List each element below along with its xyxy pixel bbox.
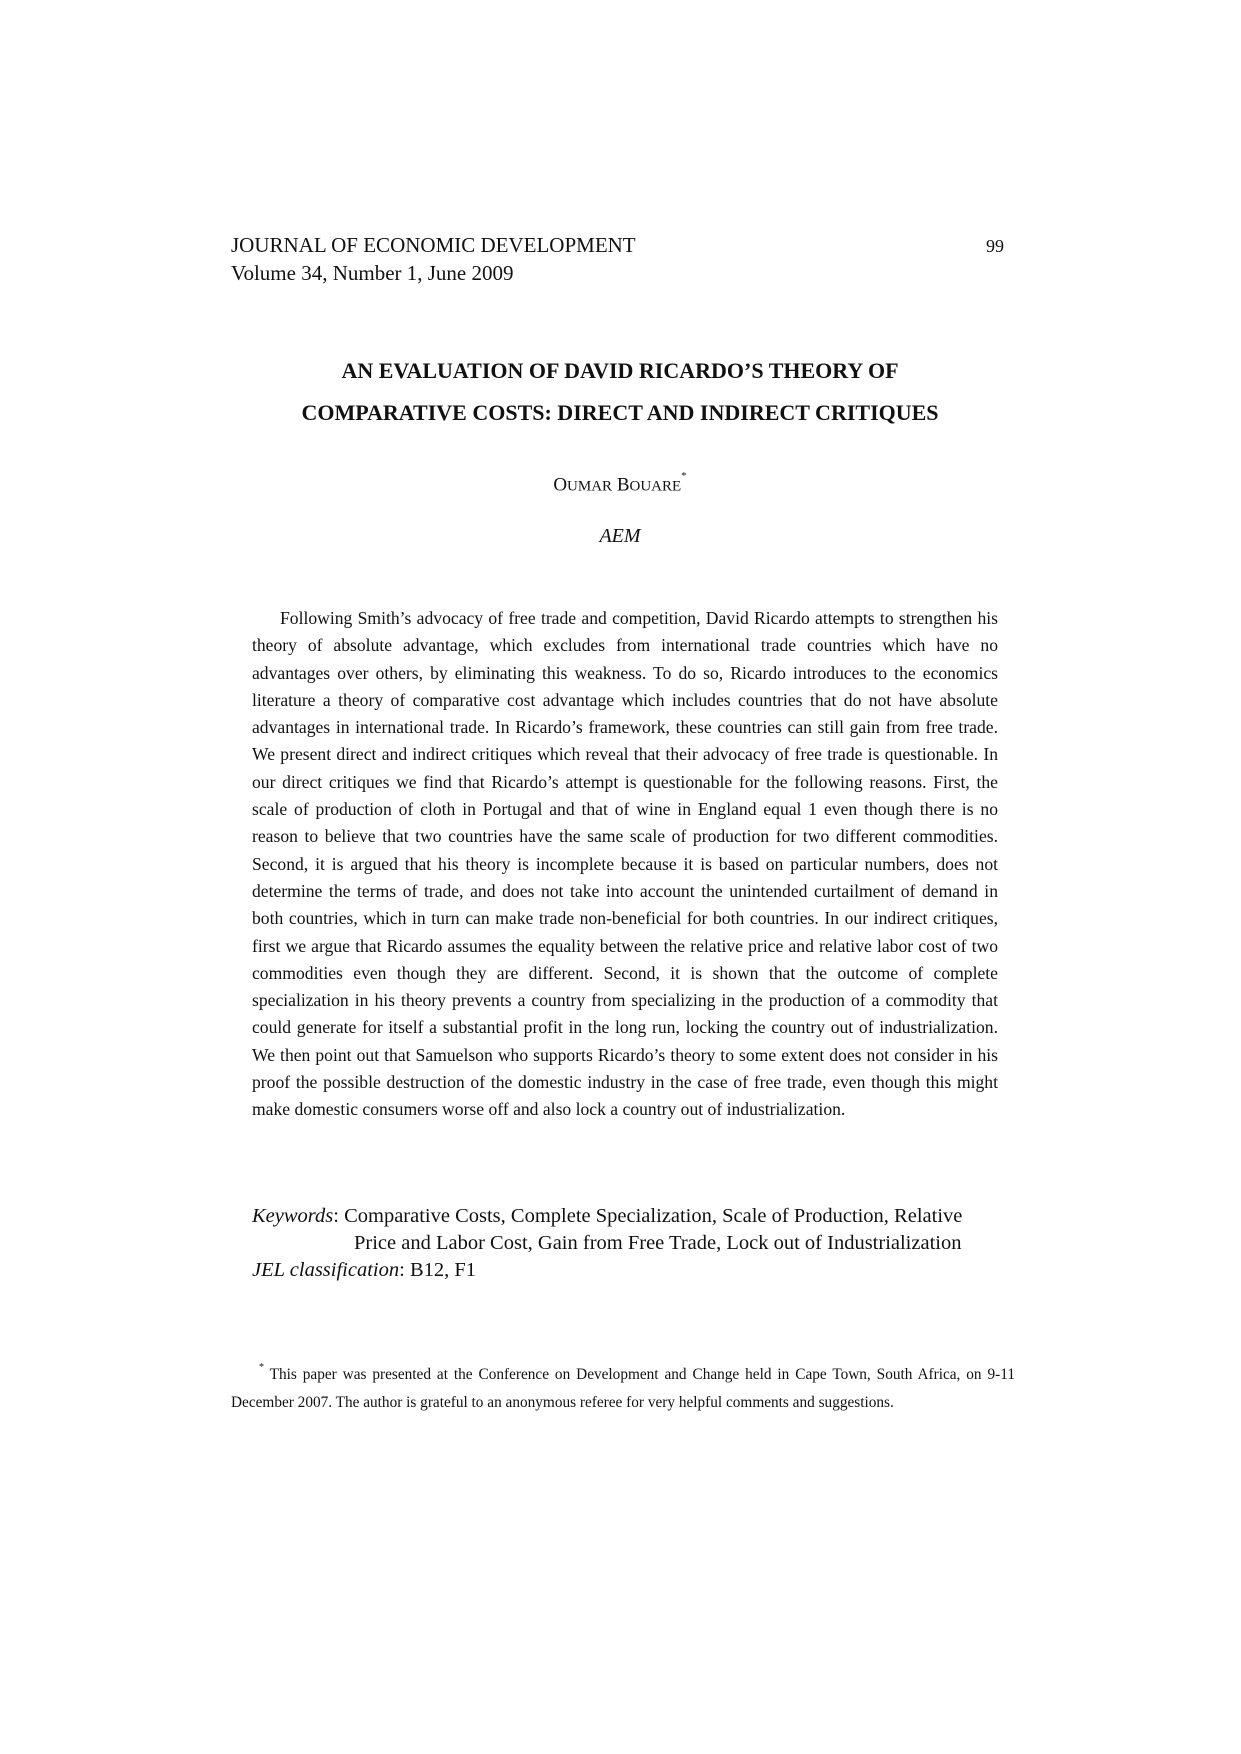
footnote [231, 1357, 1015, 1416]
jel-classification: JEL classification: B12, F1 [252, 1259, 477, 1281]
keywords-line-2: Price and Labor Cost, Gain from Free Trade, Lock out of Industrialization [354, 1232, 962, 1254]
paper-title-line-1: AN EVALUATION OF DAVID RICARDO’S THEORY OF [341, 358, 899, 383]
author-first-initial: O [553, 474, 568, 496]
journal-volume: Volume 34, Number 1, June 2009 [231, 261, 514, 285]
author-affiliation: AEM [599, 525, 641, 547]
keywords: Keywords: Comparative Costs, Complete Specialization, Scale of Production, Relative Price and Labor Cost, Gain from Free Trade, Lock out of Industrialization [252, 1203, 1014, 1257]
footnote-marker: * [259, 1362, 264, 1373]
author-name [400, 468, 840, 498]
jel-label: JEL classification [252, 1259, 400, 1281]
paper-title-line-2: COMPARATIVE COSTS: DIRECT AND INDIRECT CRITIQUES [301, 400, 939, 425]
author-first-rest: UMAR [567, 478, 613, 495]
jel-value: B12, F1 [409, 1259, 477, 1281]
author-footnote-marker[interactable]: * [681, 470, 687, 482]
author-last-initial: B [616, 474, 630, 496]
author-last-rest: OUARE [629, 478, 682, 495]
keywords-line-1: Comparative Costs, Complete Specialization, Scale of Production, Relative [344, 1205, 963, 1227]
page-number: 99 [986, 236, 1004, 256]
keywords-label: Keywords [252, 1205, 334, 1227]
journal-name: JOURNAL OF ECONOMIC DEVELOPMENT [231, 233, 636, 257]
footnote-text: This paper was presented at the Conference on Development and Change held in Cape Town, South Africa, on 9-11 December 2007. The author is grateful to an anonymous referee for very helpful comments and suggestions. [231, 1366, 1015, 1411]
abstract: Following Smith’s advocacy of free trade and competition, David Ricardo attempts to strengthen his theory of absolute advantage, which excludes from international trade countries which have no advantages over others, by eliminating this weakness. To do so, Ricardo introduces to the economics literature a theory of comparative cost advantage which includes countries that do not have absolute advantages in international trade. In Ricardo’s framework, these countries can still gain from free trade. We present direct and indirect critiques which reveal that their advocacy of free trade is questionable. In our direct critiques we find that Ricardo’s attempt is questionable for the following reasons. First, the scale of production of cloth in Portugal and that of wine in England equal 1 even though there is no reason to believe that two countries have the same scale of production for two different commodities. Second, it is argued that his theory is incomplete because it is based on particular numbers, does not determine the terms of trade, and does not take into account the unintended curtailment of demand in both countries, which in turn can make trade non-beneficial for both countries. In our indirect critiques, first we argue that Ricardo assumes the equality between the relative price and relative labor cost of two commodities even though they are different. Second, it is shown that the outcome of complete specialization in his theory prevents a country from specializing in the production of a commodity that could generate for itself a substantial profit in the long run, locking the country out of industrialization. We then point out that Samuelson who supports Ricardo’s theory to some extent does not consider in his proof the possible destruction of the domestic industry in the case of free trade, even though this might make domestic consumers worse off and also lock a country out of industrialization. [252, 608, 998, 1120]
